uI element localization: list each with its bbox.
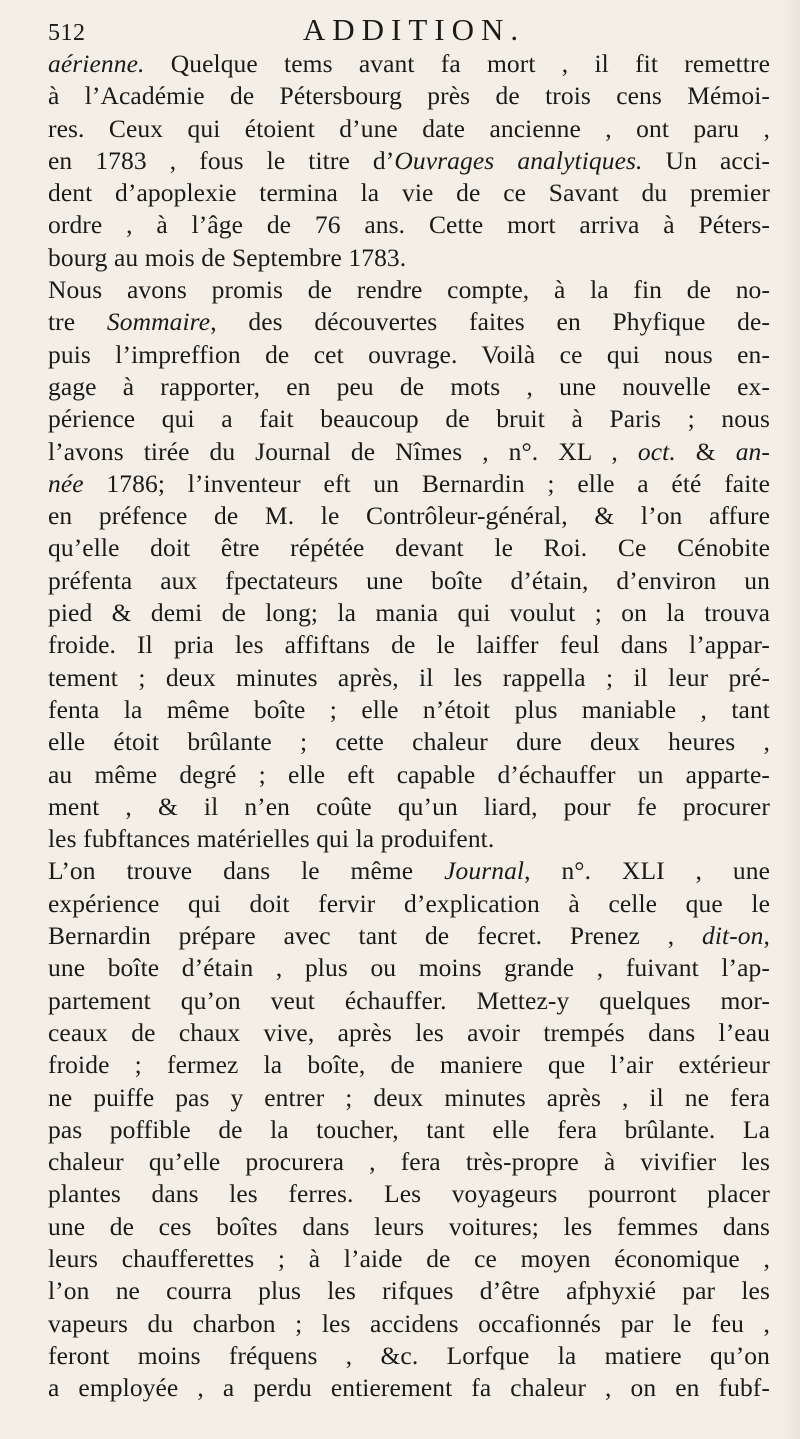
text-segment: chaleur qu’elle procurera , fera très-propre à vivifier les — [48, 1147, 770, 1177]
text-segment: expérience qui doit fervir d’explication à celle que le — [48, 888, 770, 918]
italic-text: Ouvrages analytiques. — [394, 145, 643, 175]
text-segment: une boîte d’étain , plus ou moins grande , fuivant l’ap- — [48, 953, 770, 983]
text-line — [48, 920, 770, 952]
text-line — [48, 274, 770, 306]
text-line — [48, 532, 770, 564]
italic-text: an- — [735, 436, 770, 466]
text-segment: au même degré ; elle eft capable d’échauffer un apparte- — [48, 759, 770, 789]
text-line — [48, 209, 770, 241]
text-line — [48, 1340, 770, 1372]
text-line — [48, 888, 770, 920]
text-segment: ordre , à l’âge de 76 ans. Cette mort arriva à Péters- — [48, 210, 770, 240]
text-line — [48, 177, 770, 209]
text-segment: feront moins fréquens , &c. Lorfque la matiere qu’on — [48, 1340, 770, 1370]
text-line — [48, 855, 770, 887]
page-edge-shading — [782, 0, 800, 1439]
text-segment: leurs chaufferettes ; à l’aide de ce moyen économique , — [48, 1243, 770, 1273]
body-text — [48, 48, 770, 1404]
text-line — [48, 1308, 770, 1340]
text-line — [48, 1082, 770, 1114]
text-line — [48, 403, 770, 435]
text-segment: , n°. XLI , une — [524, 856, 770, 886]
text-segment: gage à rapporter, en peu de mots , une nouvelle ex- — [48, 371, 770, 401]
text-line — [48, 500, 770, 532]
italic-text: dit-on — [702, 921, 764, 951]
text-line — [48, 242, 770, 274]
text-segment: & — [675, 436, 736, 466]
text-segment: plantes dans les ferres. Les voyageurs pourront placer — [48, 1179, 770, 1209]
text-segment: les fubftances matérielles qui la produifent. — [48, 824, 495, 854]
text-segment: une de ces boîtes dans leurs voitures; les femmes dans — [48, 1211, 770, 1241]
text-line — [48, 306, 770, 338]
page-number: 512 — [48, 20, 86, 46]
text-segment: Quelque tems avant fa mort , il fit remettre — [144, 49, 770, 78]
text-segment: en 1783 , fous le titre d’ — [48, 145, 395, 175]
text-line — [48, 1049, 770, 1081]
text-line — [48, 48, 770, 80]
text-segment: ceaux de chaux vive, après les avoir trempés dans l’eau — [48, 1017, 770, 1047]
italic-text: Sommaire — [106, 307, 211, 337]
text-line — [48, 1275, 770, 1307]
text-line — [48, 694, 770, 726]
text-line — [48, 1178, 770, 1210]
text-line — [48, 1243, 770, 1275]
text-line — [48, 1146, 770, 1178]
text-segment: dent d’apoplexie termina la vie de ce Savant du premier — [48, 178, 770, 208]
text-segment: pas poffible de la toucher, tant elle fera brûlante. La — [48, 1114, 770, 1144]
text-segment: 1786; l’inventeur eft un Bernardin ; elle a été faite — [83, 468, 770, 498]
text-segment: froide ; fermez la boîte, de maniere que l’air extérieur — [48, 1050, 770, 1080]
text-segment: , des découvertes faites en Phyfique de- — [210, 307, 770, 337]
text-line — [48, 597, 770, 629]
italic-text: Journal — [444, 856, 525, 886]
text-segment: Un acci- — [642, 145, 770, 175]
text-segment: en préfence de M. le Contrôleur-général, & l’on affure — [48, 501, 770, 531]
text-line — [48, 468, 770, 500]
running-title: ADDITION. — [302, 12, 526, 47]
text-segment: partement qu’on veut échauffer. Mettez-y quelques mor- — [48, 985, 770, 1015]
text-segment: pied & demi de long; la mania qui voulut ; on la trouva — [48, 598, 770, 628]
text-line — [48, 565, 770, 597]
text-line — [48, 662, 770, 694]
text-segment: elle étoit brûlante ; cette chaleur dure deux heures , — [48, 727, 770, 757]
text-segment: tre — [48, 307, 107, 337]
text-segment: ment , & il n’en coûte qu’un liard, pour fe procurer — [48, 791, 770, 821]
text-line — [48, 791, 770, 823]
text-segment: à l’Académie de Pétersbourg près de trois cens Mémoi- — [48, 81, 770, 111]
text-line — [48, 1211, 770, 1243]
text-segment: , — [763, 921, 770, 951]
text-line — [48, 1017, 770, 1049]
text-segment: puis l’impreffion de cet ouvrage. Voilà ce qui nous en- — [48, 339, 770, 369]
text-segment: tement ; deux minutes après, il les rappella ; il leur pré- — [48, 662, 770, 692]
italic-text: aérienne. — [48, 49, 145, 78]
text-line — [48, 436, 770, 468]
text-segment: qu’elle doit être répétée devant le Roi. Ce Cénobite — [48, 533, 770, 563]
text-segment: bourg au mois de Septembre 1783. — [48, 242, 407, 272]
running-head — [48, 12, 770, 48]
text-line — [48, 371, 770, 403]
text-segment: L’on trouve dans le même — [48, 856, 445, 886]
text-line — [48, 629, 770, 661]
text-segment: Nous avons promis de rendre compte, à la fin de no- — [48, 275, 770, 305]
text-line — [48, 80, 770, 112]
text-segment: res. Ceux qui étoient d’une date ancienne , ont paru , — [48, 113, 770, 143]
text-segment: vapeurs du charbon ; les accidens occafionnés par le feu , — [48, 1308, 770, 1338]
italic-text: oct. — [637, 436, 676, 466]
text-segment: a employée , a perdu entierement fa chaleur , on en fubf- — [48, 1373, 770, 1403]
text-line — [48, 823, 770, 855]
text-line — [48, 1114, 770, 1146]
text-line — [48, 145, 770, 177]
text-segment: fenta la même boîte ; elle n’étoit plus maniable , tant — [48, 694, 770, 724]
text-segment: périence qui a fait beaucoup de bruit à Paris ; nous — [48, 404, 770, 434]
text-segment: ne puiffe pas y entrer ; deux minutes après , il ne fera — [48, 1082, 770, 1112]
text-segment: l’on ne courra plus les rifques d’être afphyxié par les — [48, 1276, 770, 1306]
text-line — [48, 339, 770, 371]
text-segment: préfenta aux fpectateurs une boîte d’étain, d’environ un — [48, 565, 770, 595]
italic-text: née — [48, 468, 84, 498]
text-line — [48, 952, 770, 984]
text-line — [48, 113, 770, 145]
text-line — [48, 759, 770, 791]
text-segment: Bernardin prépare avec tant de fecret. Prenez , — [48, 921, 702, 951]
text-segment: froide. Il pria les affiftans de le laiffer feul dans l’appar- — [48, 630, 770, 660]
text-line — [48, 1372, 770, 1404]
text-line — [48, 726, 770, 758]
text-line — [48, 985, 770, 1017]
text-segment: l’avons tirée du Journal de Nîmes , n°. XL , — [48, 436, 638, 466]
